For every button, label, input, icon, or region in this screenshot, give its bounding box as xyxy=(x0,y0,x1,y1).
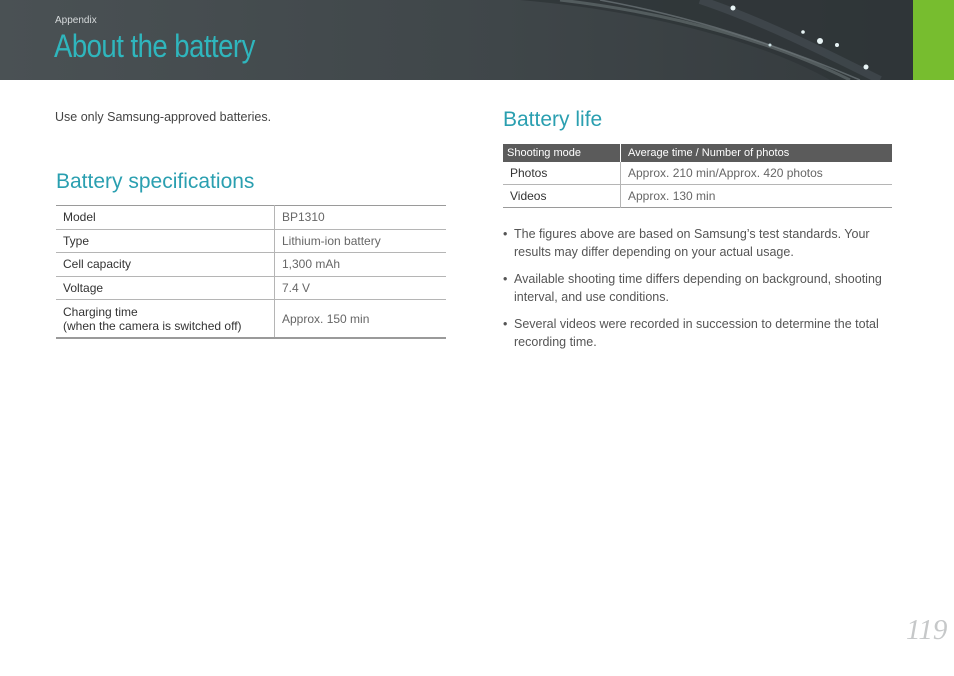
table-row xyxy=(56,276,446,300)
chapter-tab xyxy=(913,0,954,80)
spec-value: Approx. 150 min xyxy=(282,311,370,326)
mode-cell: Videos xyxy=(503,185,621,208)
page-title: About the battery xyxy=(54,28,255,64)
spec-value: Lithium-ion battery xyxy=(275,229,447,253)
bullet-icon: • xyxy=(503,317,508,331)
spec-value: BP1310 xyxy=(275,206,447,230)
battery-life-heading: Battery life xyxy=(503,108,603,131)
mode-cell: Photos xyxy=(503,162,621,185)
battery-life-notes xyxy=(503,226,895,361)
table-row xyxy=(56,300,446,339)
table-header-row xyxy=(503,144,892,162)
list-item xyxy=(503,226,895,261)
value-cell: Approx. 210 min/Approx. 420 photos xyxy=(621,162,893,185)
spec-value: 7.4 V xyxy=(275,276,447,300)
spec-label: Type xyxy=(56,229,275,253)
table-row xyxy=(503,162,892,185)
section-label: Appendix xyxy=(55,15,97,26)
spec-value: 1,300 mAh xyxy=(275,253,447,277)
intro-text: Use only Samsung-approved batteries. xyxy=(55,110,272,124)
battery-life-table xyxy=(503,144,892,208)
spec-label-main: Charging time xyxy=(63,304,138,319)
note-text: The figures above are based on Samsung’s test standards. Your results may differ depending on your actual usage. xyxy=(514,227,870,259)
battery-specifications-table xyxy=(56,205,446,339)
column-header-shooting-mode: Shooting mode xyxy=(503,144,621,162)
table-row xyxy=(56,206,446,230)
table-row xyxy=(56,229,446,253)
spec-label: Model xyxy=(56,206,275,230)
list-item xyxy=(503,271,895,306)
spec-label: Cell capacity xyxy=(56,253,275,277)
page-header xyxy=(0,0,913,80)
note-text: Available shooting time differs depending on background, shooting interval, and use conditions. xyxy=(514,272,882,304)
table-row xyxy=(56,253,446,277)
column-header-average-time: Average time / Number of photos xyxy=(621,144,893,162)
value-cell: Approx. 130 min xyxy=(628,189,716,203)
battery-specifications-heading: Battery specifications xyxy=(56,170,255,193)
list-item xyxy=(503,316,895,351)
note-text: Several videos were recorded in succession to determine the total recording time. xyxy=(514,317,879,349)
bullet-icon: • xyxy=(503,272,508,286)
spec-label: Voltage xyxy=(56,276,275,300)
page-number: 119 xyxy=(906,614,948,646)
spec-label-note: (when the camera is switched off) xyxy=(63,318,242,333)
bullet-icon: • xyxy=(503,227,508,241)
spec-label xyxy=(56,300,275,339)
table-row xyxy=(503,185,892,208)
